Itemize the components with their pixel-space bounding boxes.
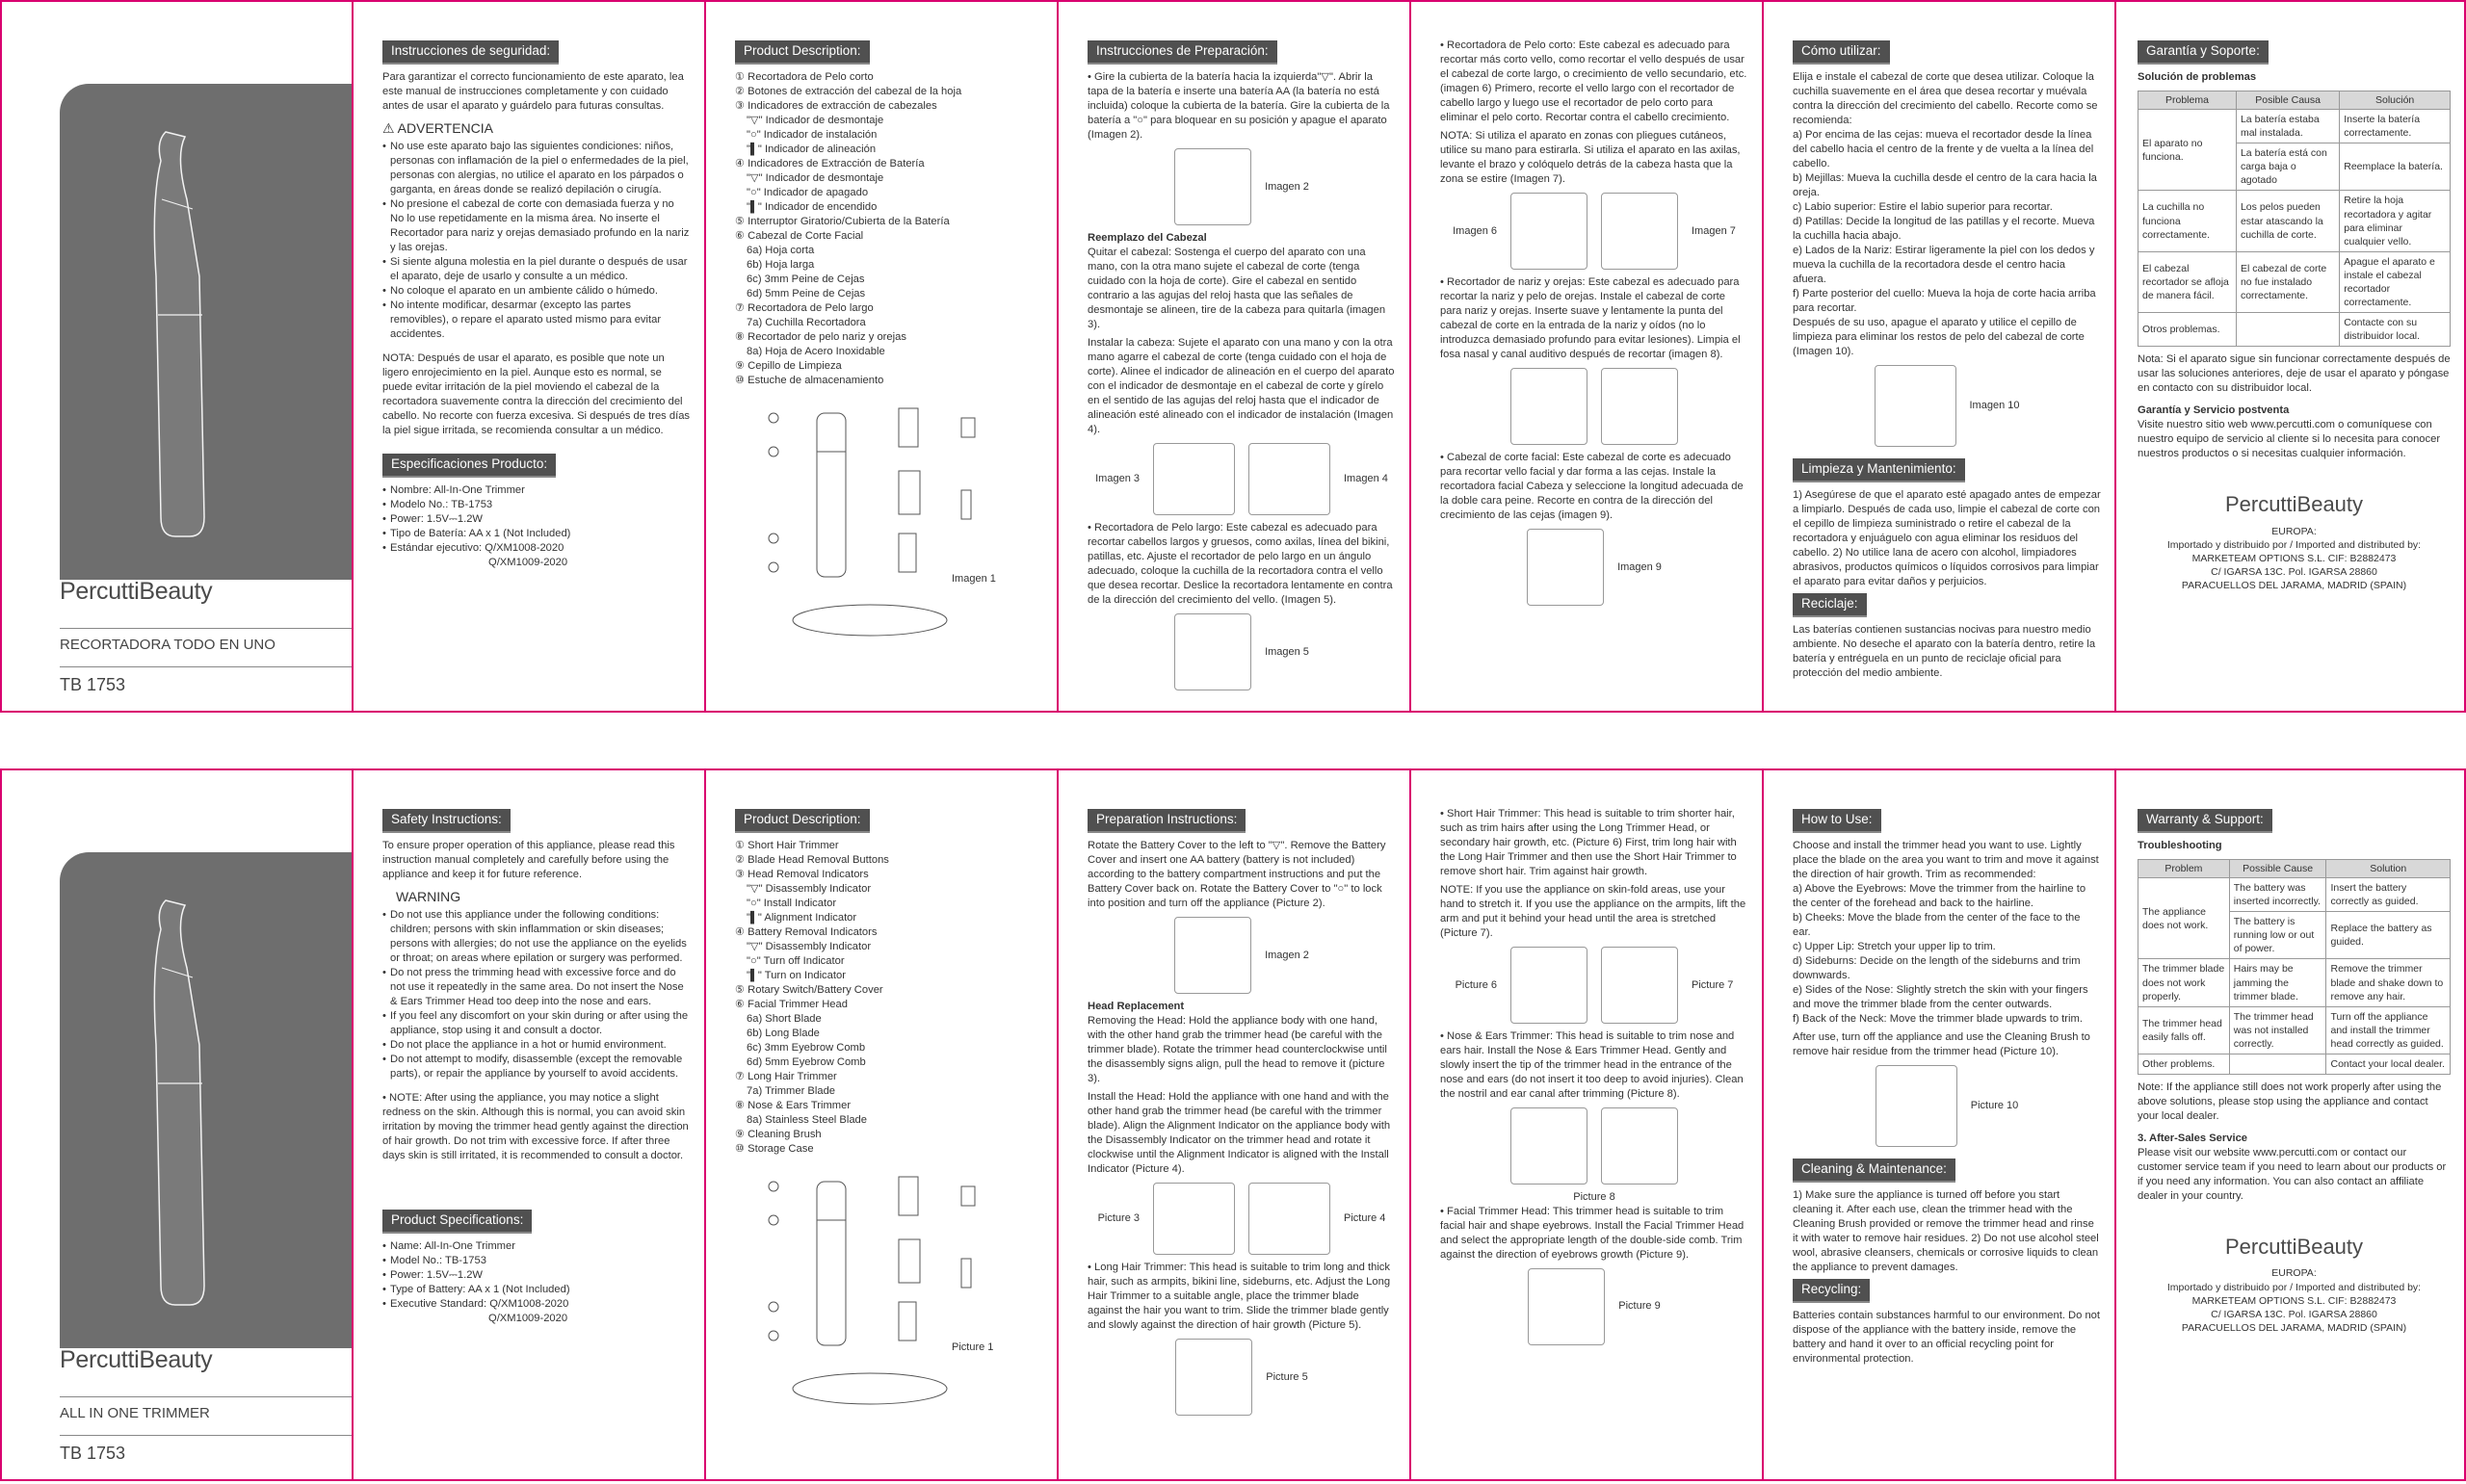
figure-label: Imagen 10 — [1969, 400, 2020, 412]
howto-step: e) Lados de la Nariz: Estirar ligeramente la piel con los dedos y mueva la cuchilla de la recortadora desde el centro hacia afuera. — [1793, 245, 2095, 286]
part-item: 7a) Cuchilla Recortadora — [747, 317, 866, 329]
table-cell: Reemplace la batería. — [2340, 143, 2451, 191]
part-item: 8a) Stainless Steel Blade — [747, 1114, 868, 1127]
safety-item: • If you feel any discomfort on your skin during or after using the appliance, stop using it and consult a doctor. — [382, 1009, 691, 1038]
table-cell: Inserte la batería correctamente. — [2340, 110, 2451, 143]
figure-label: Picture 4 — [1344, 1212, 1386, 1225]
nose-ear-text: • Recortador de nariz y orejas: Este cabezal es adecuado para recortar la nariz y pelo de orejas. Instale el cabezal de corte para nariz y orejas. Inserte suave y lentamente la punta del cabezal de corte en la entrada de la nariz y oídos (no lo introduzca demasiado profundo para evitar lesiones). Limpia el fosa nasal y canal auditivo después de recortar (imagen 8). — [1440, 276, 1741, 360]
table-cell: The trimmer head easily falls off. — [2138, 1006, 2230, 1054]
product-diagram — [735, 1162, 1043, 1422]
spec-item: • Model No.: TB-1753 — [382, 1254, 691, 1268]
head-replacement-heading: Reemplazo del Cabezal — [1088, 232, 1207, 245]
howto-intro: Choose and install the trimmer head you want to use. Lightly place the blade on the area you want to trim and move it against the direction of hair growth. Trim as recommended: — [1793, 840, 2099, 881]
picture-4-image — [1248, 443, 1330, 515]
warning-heading: ⚠ ADVERTENCIA — [382, 120, 493, 137]
warranty-panel — [2116, 770, 2464, 1479]
figure-label: Picture 7 — [1692, 978, 1734, 991]
troubleshooting-table — [2138, 91, 2451, 347]
description-panel — [706, 2, 1059, 711]
part-item: ⑥ Facial Trimmer Head — [735, 999, 848, 1011]
cover-subtitle: ALL IN ONE TRIMMER — [60, 1396, 354, 1421]
table-cell — [2229, 1054, 2326, 1074]
warranty-title: Warranty & Support: — [2138, 809, 2272, 833]
howto-step: f) Parte posterior del cuello: Mueva la hoja de corte hacia arriba para recortar. — [1793, 288, 2096, 315]
part-item: 8a) Hoja de Acero Inoxidable — [747, 346, 885, 358]
cleaning-title: Cleaning & Maintenance: — [1793, 1159, 1955, 1183]
figure-row — [1793, 1065, 2101, 1147]
part-item: "▌" Indicador de alineación — [747, 143, 877, 156]
figure-row — [1440, 193, 1748, 270]
howto-panel — [1764, 770, 2116, 1479]
table-cell: Contacte con su distribuidor local. — [2340, 312, 2451, 346]
brand-logo: PercuttiBeauty — [2224, 1234, 2364, 1259]
howto-after: After use, turn off the appliance and use the Cleaning Brush to remove hair residue from the trimmer head (Picture 10). — [1793, 1031, 2090, 1058]
cover-panel — [2, 770, 354, 1479]
howto-panel — [1764, 2, 2116, 711]
part-item: 6d) 5mm Eyebrow Comb — [747, 1056, 866, 1069]
picture-7-image — [1601, 193, 1678, 270]
figure-row — [1440, 1107, 1748, 1185]
part-item: "▌" Indicador de encendido — [747, 201, 878, 214]
howto-step: e) Sides of the Nose: Slightly stretch the skin with your fingers and move the trimmer blade from the center outwards. — [1793, 984, 2088, 1011]
service-text: Visite nuestro sitio web www.percutti.com o comuníquese con nuestro equipo de servicio al cliente si lo necesita para conocer nuestros productos o si necesitas cualquier información. — [2138, 419, 2441, 460]
picture-9-image — [1527, 529, 1604, 606]
figure-label: Picture 10 — [1970, 1100, 2019, 1112]
head-replacement-heading: Head Replacement — [1088, 1001, 1185, 1013]
spec-item: • Estándar ejecutivo: Q/XM1008-2020 — [382, 541, 691, 556]
cover-product-image — [60, 84, 354, 580]
table-cell: The appliance does not work. — [2138, 878, 2230, 959]
column-header: Problem — [2138, 860, 2230, 878]
picture-3-image — [1153, 443, 1235, 515]
column-header: Posible Causa — [2236, 91, 2339, 110]
figure-label: Picture 8 — [1573, 1191, 1615, 1203]
warning-heading: WARNING — [396, 889, 461, 905]
part-item: 6a) Hoja corta — [747, 245, 815, 257]
part-item: ② Blade Head Removal Buttons — [735, 854, 889, 867]
recycling-text: Batteries contain substances harmful to our environment. Do not dispose of the appliance with the battery inside, remove the battery and hand it over to an official recycling point for environmental protection. — [1793, 1310, 2101, 1366]
table-row — [2138, 1054, 2451, 1074]
skin-fold-note: NOTA: Si utiliza el aparato en zonas con pliegues cutáneos, utilice su mano para estirarla. Si utiliza el aparato en las axilas, levante el brazo y colóquelo detrás de la cabeza hasta que la zona se estire (Imagen 7). — [1440, 130, 1741, 185]
part-item: ⑥ Cabezal de Corte Facial — [735, 230, 864, 243]
nose-ear-text: • Nose & Ears Trimmer: This head is suitable to trim nose and ears hair. Install the Nose & Ears Trimmer Head. Gently and slowly insert the tip of the trimmer head in the entrance of the nose and ears (do not insert it too deep to avoid injuries). Clean the nostril and ear canal after trimming (Picture 8). — [1440, 1030, 1744, 1100]
product-diagram — [735, 394, 1043, 654]
part-item: 6b) Long Blade — [747, 1028, 820, 1040]
part-item: ⑤ Rotary Switch/Battery Cover — [735, 984, 883, 997]
part-item: "▽" Disassembly Indicator — [747, 941, 872, 953]
remove-head-text: Quitar el cabezal: Sostenga el cuerpo del aparato con una mano, con la otra mano sujete el cabezal de corte (tenga cuidado con la hoja de corte). Gire el cabezal en sentido contrario a las agujas del reloj hasta que las señales de desmontaje se alineen, tire de la cabeza para quitarla (imagen 3). — [1088, 247, 1386, 331]
table-cell: El cabezal recortador se afloja de manera fácil. — [2138, 251, 2237, 312]
safety-item: • Do not press the trimming head with excessive force and do not use it repeatedly in the same area. Do not insert the Nose & Ears Trimmer Head too deep into the nose and ears. — [382, 966, 691, 1009]
importer-region: EUROPA: — [2271, 525, 2317, 537]
usage-panel — [1411, 2, 1764, 711]
picture-3-image — [1153, 1183, 1235, 1255]
safety-title: Instrucciones de seguridad: — [382, 40, 559, 65]
table-cell: Retire la hoja recortadora y agitar para eliminar cualquier vello. — [2340, 191, 2451, 251]
part-item: ⑦ Long Hair Trimmer — [735, 1071, 837, 1083]
safety-list — [382, 908, 691, 1081]
part-item: "▽" Indicador de desmontaje — [747, 172, 884, 185]
picture-8a-image — [1510, 368, 1587, 445]
howto-step: b) Cheeks: Move the blade from the center of the face to the ear. — [1793, 912, 2081, 939]
safety-list — [382, 140, 691, 342]
howto-step: d) Patillas: Decide la longitud de las patillas y el recorte. Mueva la cuchilla hacia abajo. — [1793, 216, 2095, 243]
table-cell: El aparato no funciona. — [2138, 110, 2237, 191]
safety-item: • Do not attempt to modify, disassemble (except the removable parts), or repair the appliance by yourself to avoid accidents. — [382, 1053, 691, 1081]
manual-sheet-spanish — [0, 0, 2466, 713]
figure-row — [1440, 529, 1748, 606]
safety-item: • Si siente alguna molestia en la piel durante o después de usar el aparato, deje de usarlo y consulte a un médico. — [382, 255, 691, 284]
importer-address-1: C/ IGARSA 13C. Pol. IGARSA 28860 — [2211, 566, 2377, 579]
facial-trimmer-text: • Cabezal de corte facial: Este cabezal de corte es adecuado para recortar vello facial y dar forma a las cejas. Instale la recortadora facial Cabeza y seleccione la longitud adecuada de la doble cara peine. Recorte en contra de la dirección del crecimiento de las cejas (imagen 9). — [1440, 452, 1744, 521]
safety-note: • NOTE: After using the appliance, you may notice a slight redness on the skin. Although this is normal, you can avoid skin irritation by moving the trimmer head gently against the direction of hair growth. Do not trim with excessive force. If after three days skin is still irritated, it is recommended to consult a doctor. — [382, 1091, 689, 1161]
table-cell: Replace the battery as guided. — [2326, 912, 2451, 959]
prep-battery-text: Rotate the Battery Cover to the left to "▽". Remove the Battery Cover and insert one AA battery (battery is not included) according to the battery compartment instructions and put the Battery Cover back on. Rotate the Battery Cover to "○" to lock into position and turn off the appliance (Picture 2). — [1088, 840, 1386, 910]
figure-label: Imagen 3 — [1095, 473, 1140, 485]
safety-panel — [354, 2, 706, 711]
part-item: ① Short Hair Trimmer — [735, 840, 839, 852]
table-row — [2138, 191, 2451, 251]
table-header-row — [2138, 91, 2451, 110]
safety-item: • No intente modificar, desarmar (excepto las partes removibles), o repare el aparato usted mismo para evitar accidentes. — [382, 299, 691, 342]
prep-battery-text: • Gire la cubierta de la batería hacia la izquierda"▽". Abrir la tapa de la batería e inserte una batería AA (la batería no está incluida) coloque la cubierta de la batería. Gire la cubierta de la batería a "○" para bloquear en su posición y apague el aparato (Imagen 2). — [1088, 71, 1390, 142]
part-item: "▌" Alignment Indicator — [747, 912, 857, 924]
part-item: ⑦ Recortadora de Pelo largo — [735, 302, 874, 315]
troubleshooting-table — [2138, 859, 2451, 1075]
specs-title: Product Specifications: — [382, 1210, 532, 1234]
figure-label: Picture 5 — [1266, 1370, 1308, 1383]
table-cell: Contact your local dealer. — [2326, 1054, 2451, 1074]
warranty-note: Nota: Si el aparato sigue sin funcionar correctamente después de usar las soluciones anteriores, deje de usar el aparato y póngase en contacto con su distribuidor local. — [2138, 353, 2451, 395]
howto-after: Después de su uso, apague el aparato y utilice el cepillo de limpieza para eliminar los restos de pelo del cabezal de corte (Imagen 10). — [1793, 317, 2085, 358]
figure-label: Imagen 5 — [1265, 645, 1309, 658]
howto-step: a) Por encima de las cejas: mueva el recortador desde la línea del cabello hacia el centro de la frente y de vuelta a la línea del cabello. — [1793, 129, 2094, 170]
picture-6-image — [1510, 947, 1587, 1024]
table-cell: Apague el aparato e instale el cabezal recortador correctamente. — [2340, 251, 2451, 312]
howto-step: b) Mejillas: Mueva la cuchilla desde el centro de la cara hacia la oreja. — [1793, 172, 2097, 199]
table-row — [2138, 878, 2451, 912]
spec-extra: Q/XM1009-2020 — [488, 1312, 568, 1324]
part-item: ⑩ Storage Case — [735, 1143, 814, 1156]
safety-title: Safety Instructions: — [382, 809, 511, 833]
brand-logo: PercuttiBeauty — [2224, 492, 2364, 517]
part-item: "▽" Disassembly Indicator — [747, 883, 872, 896]
part-item: ④ Battery Removal Indicators — [735, 926, 878, 939]
howto-title: Cómo utilizar: — [1793, 40, 1890, 65]
part-item: "▌" Turn on Indicator — [747, 970, 846, 982]
spec-item: • Modelo No.: TB-1753 — [382, 498, 691, 512]
safety-panel — [354, 770, 706, 1479]
table-cell — [2236, 312, 2339, 346]
specs-list — [382, 1239, 691, 1312]
column-header: Problema — [2138, 91, 2237, 110]
preparation-panel — [1059, 770, 1411, 1479]
brand-logo: PercuttiBeauty — [60, 1346, 213, 1373]
service-title: 3. After-Sales Service — [2138, 1132, 2248, 1144]
importer-region: EUROPA: — [2271, 1267, 2317, 1280]
figure-row — [1088, 917, 1396, 994]
table-cell: Otros problemas. — [2138, 312, 2237, 346]
part-item: 6c) 3mm Eyebrow Comb — [747, 1042, 866, 1054]
figure-row — [1088, 1339, 1396, 1416]
remove-head-text: Removing the Head: Hold the appliance body with one hand, with the other hand grab the trimmer head (be careful with the trimmer blade). Rotate the trimmer head counterclockwise until the disassembly signs align, pull the head to remove it (picture 3). — [1088, 1015, 1387, 1085]
figure-label: Picture 6 — [1455, 978, 1497, 991]
figure-row — [1088, 443, 1396, 515]
troubleshooting-title: Solución de problemas — [2138, 71, 2257, 84]
figure-label: Imagen 2 — [1265, 180, 1309, 193]
table-cell: Other problems. — [2138, 1054, 2230, 1074]
specs-title: Especificaciones Producto: — [382, 454, 556, 478]
howto-step: c) Labio superior: Estire el labio superior para recortar. — [1793, 201, 2053, 214]
figure-label: Imagen 6 — [1453, 224, 1497, 237]
spec-item: • Power: 1.5V⎓1.2W — [382, 512, 691, 527]
figure-row — [1440, 947, 1748, 1024]
howto-step: f) Back of the Neck: Move the trimmer blade upwards to trim. — [1793, 1013, 2083, 1026]
picture-4-image — [1248, 1183, 1330, 1255]
install-head-text: Instalar la cabeza: Sujete el aparato con una mano y con la otra mano agarre el cabezal de corte (tenga cuidado con el hoja de corte). Alinee el indicador de alineación en el cuerpo del aparato con el indicador de desmontaje en el cabezal de corte y gírelo en el sentido de las agujas del reloj hasta que el indicador de alineación esté alineado con el indicador de instalación (Imagen 4). — [1088, 337, 1395, 436]
table-cell: La cuchilla no funciona correctamente. — [2138, 191, 2237, 251]
picture-8b-image — [1601, 368, 1678, 445]
parts-diagram-illustration — [735, 394, 1014, 654]
table-row — [2138, 959, 2451, 1006]
figure-label: Imagen 9 — [1617, 560, 1662, 573]
warranty-panel — [2116, 2, 2464, 711]
parts-diagram-illustration — [735, 1162, 1014, 1422]
part-item: ④ Indicadores de Extracción de Batería — [735, 158, 925, 170]
part-item: 6d) 5mm Peine de Cejas — [747, 288, 866, 300]
part-item: ⑨ Cleaning Brush — [735, 1129, 822, 1141]
long-trimmer-text: • Long Hair Trimmer: This head is suitable to trim long and thick hair, such as armpits, bikini line, sideburns, etc. Adjust the Long Hair Trimmer to a suitable angle, place the trimmer blade against the hair you want to trim. Slide the trimmer blade gently and slowly against the direction of hair growth (Picture 5). — [1088, 1262, 1391, 1332]
part-item: 6a) Short Blade — [747, 1013, 822, 1026]
warranty-title: Garantía y Soporte: — [2138, 40, 2269, 65]
recycling-title: Recycling: — [1793, 1279, 1870, 1303]
recycling-text: Las baterías contienen sustancias nocivas para nuestro medio ambiente. No deseche el aparato con la batería dentro, retire la batería y entréguela en un punto de reciclaje oficial para protección del medio ambiente. — [1793, 624, 2096, 680]
picture-2-image — [1174, 148, 1251, 225]
column-header: Solution — [2326, 860, 2451, 878]
preparation-title: Preparation Instructions: — [1088, 809, 1246, 833]
importer-address-2: PARACUELLOS DEL JARAMA, MADRID (SPAIN) — [2181, 580, 2407, 592]
howto-step: a) Above the Eyebrows: Move the trimmer from the hairline to the center of the forehead and back to the hairline. — [1793, 883, 2086, 910]
picture-6-image — [1510, 193, 1587, 270]
part-item: ⑧ Nose & Ears Trimmer — [735, 1100, 852, 1112]
cover-panel — [2, 2, 354, 711]
trimmer-illustration — [60, 852, 354, 1348]
part-item: ⑤ Interruptor Giratorio/Cubierta de la Batería — [735, 216, 950, 228]
spec-item: • Tipo de Batería: AA x 1 (Not Included) — [382, 527, 691, 541]
figure-label: Imagen 4 — [1344, 473, 1388, 485]
part-item: "○" Indicador de apagado — [747, 187, 869, 199]
part-item: "○" Indicador de instalación — [747, 129, 878, 142]
table-row — [2138, 312, 2451, 346]
picture-5-image — [1174, 613, 1251, 690]
facial-trimmer-text: • Facial Trimmer Head: This trimmer head is suitable to trim facial hair and shape eyebrows. Install the Facial Trimmer Head and select the appropriate length of the double-side comb. Trim against the direction of eyebrows growth (Picture 9). — [1440, 1205, 1745, 1261]
part-item: 6b) Hoja larga — [747, 259, 815, 272]
part-item: ② Botones de extracción del cabezal de la hoja — [735, 86, 962, 98]
part-item: ⑨ Cepillo de Limpieza — [735, 360, 842, 373]
short-trimmer-text: • Recortadora de Pelo corto: Este cabezal es adecuado para recortar más corto vello, como recortar el vello después de usar el cabezal de corte largo, o crecimiento de vello secundario, etc. (imagen 6) Primero, recorte el vello largo con el recortador de cabello largo y luego use el recortador de pelo corto para eliminar el pelo corto. Recortar contra el cabello crecimiento. — [1440, 39, 1747, 123]
picture-9-image — [1528, 1268, 1605, 1345]
part-item: ③ Indicadores de extracción de cabezales — [735, 100, 937, 113]
importer-company: MARKETEAM OPTIONS S.L. CIF: B2882473 — [2191, 552, 2397, 564]
table-cell: El cabezal de corte no fue instalado correctamente. — [2236, 251, 2339, 312]
part-item: "▽" Indicador de desmontaje — [747, 115, 884, 127]
spec-item: • Nombre: All-In-One Trimmer — [382, 483, 691, 498]
part-item: "○" Install Indicator — [747, 898, 837, 910]
table-cell: La batería está con carga baja o agotado — [2236, 143, 2339, 191]
preparation-title: Instrucciones de Preparación: — [1088, 40, 1277, 65]
spec-item: • Power: 1.5V⎓1.2W — [382, 1268, 691, 1283]
spec-item: • Executive Standard: Q/XM1008-2020 — [382, 1297, 691, 1312]
part-item: 6c) 3mm Peine de Cejas — [747, 273, 865, 286]
safety-intro: To ensure proper operation of this appliance, please read this instruction manual completely and carefully before using the appliance and keep it for future reference. — [382, 840, 675, 881]
troubleshooting-title: Troubleshooting — [2138, 840, 2222, 852]
service-text: Please visit our website www.percutti.com or contact our customer service team if you need to learn about our products or if you need any information. You can also contact an affiliate dealer in your country. — [2138, 1146, 2447, 1202]
cover-model: TB 1753 — [60, 666, 354, 695]
short-trimmer-text: • Short Hair Trimmer: This head is suitable to trim shorter hair, such as trim hairs after using the Long Trimmer Head, or secondary hair growth, etc. (Picture 6) First, trim long hair with the Long Hair Trimmer and then use the Short Hair Trimmer to remove short hair. Trim against hair growth. — [1440, 808, 1737, 877]
safety-item: • No presione el cabezal de corte con demasiada fuerza y no No lo use repetidamente en la misma área. No inserte el Recortador para nariz y orejas demasiado profundo en la nariz y las orejas. — [382, 197, 691, 255]
picture-10-image — [1876, 1065, 1957, 1147]
table-cell: Turn off the appliance and install the trimmer head correctly as guided. — [2326, 1006, 2451, 1054]
table-cell: The trimmer blade does not work properly. — [2138, 959, 2230, 1006]
part-item: ① Recortadora de Pelo corto — [735, 71, 874, 84]
figure-row — [1440, 368, 1748, 445]
figure-row — [1440, 1268, 1748, 1345]
figure-label: Picture 3 — [1097, 1212, 1140, 1225]
table-row — [2138, 251, 2451, 312]
importer-company: MARKETEAM OPTIONS S.L. CIF: B2882473 — [2191, 1294, 2397, 1307]
column-header: Possible Cause — [2229, 860, 2326, 878]
part-item: ⑧ Recortador de pelo nariz y orejas — [735, 331, 906, 344]
manual-sheet-english — [0, 768, 2466, 1481]
warranty-note: Note: If the appliance still does not work properly after using the above solutions, please stop using the appliance and contact your local dealer. — [2138, 1080, 2442, 1122]
safety-item: • No use este aparato bajo las siguientes condiciones: niños, personas con inflamación de la piel o enfermedades de la piel, personas con alergias, no utilice el aparato en los párpados o garganta, en áreas donde se realizó depilación o cirugía. — [382, 140, 691, 197]
table-row — [2138, 1006, 2451, 1054]
figure-row — [1793, 365, 2101, 447]
parts-list — [735, 70, 1043, 388]
long-trimmer-text: • Recortadora de Pelo largo: Este cabezal es adecuado para recortar cabellos largos y gruesos, como axilas, línea del bikini, patillas, etc. Ajuste el recortador de pelo largo en un ángulo adecuado, coloque la cuchilla de la recortadora contra el vello que desea recortar. Deslice la recortadora lentamente en contra de la dirección del crecimiento del vello. (Imagen 5). — [1088, 522, 1393, 607]
part-item: ③ Head Removal Indicators — [735, 869, 869, 881]
table-cell: Insert the battery correctly as guided. — [2326, 878, 2451, 912]
brand-logo: PercuttiBeauty — [60, 578, 213, 605]
cover-subtitle: RECORTADORA TODO EN UNO — [60, 628, 354, 653]
description-panel — [706, 770, 1059, 1479]
parts-list — [735, 839, 1043, 1157]
cleaning-text: 1) Make sure the appliance is turned off before you start cleaning it. After each use, clean the trimmer head with the Cleaning Brush provided or remove the trimmer head and rinse it with water to remove hair residues. 2) Do not use alcohol steel wool, abrasive cleansers, chemicals or corrosive liquids to clean the appliance to prevent damages. — [1793, 1189, 2099, 1274]
spec-item: • Type of Battery: AA x 1 (Not Included) — [382, 1283, 691, 1297]
table-cell: Hairs may be jamming the trimmer blade. — [2229, 959, 2326, 1006]
table-header-row — [2138, 860, 2451, 878]
safety-item: • No coloque el aparato en un ambiente cálido o húmedo. — [382, 284, 691, 299]
howto-title: How to Use: — [1793, 809, 1881, 833]
picture-8b-image — [1601, 1107, 1678, 1185]
figure-row — [1088, 1183, 1396, 1255]
cover-model: TB 1753 — [60, 1435, 354, 1464]
picture-8a-image — [1510, 1107, 1587, 1185]
skin-fold-note: NOTE: If you use the appliance on skin-fold areas, use your hand to stretch it. If you use the appliance on the armpits, lift the arm and put it behind your head until the area is stretched (Picture 7). — [1440, 884, 1746, 939]
safety-intro: Para garantizar el correcto funcionamiento de este aparato, lea este manual de instrucciones completamente y con cuidado antes de usar el aparato y guárdelo para futuras consultas. — [382, 71, 684, 113]
howto-step: d) Sideburns: Decide on the length of the sideburns and trim downwards. — [1793, 955, 2081, 982]
table-cell: The battery was inserted incorrectly. — [2229, 878, 2326, 912]
safety-item: • Do not use this appliance under the following conditions: children; persons with skin inflammation or skin diseases; persons with allergies; do not use the appliance on the eyelids or throat; on areas where epilation or surgery was performed. — [382, 908, 691, 966]
part-item: "○" Turn off Indicator — [747, 955, 845, 968]
part-item: ⑩ Estuche de almacenamiento — [735, 375, 884, 387]
picture-2-image — [1174, 917, 1251, 994]
safety-item: • Do not place the appliance in a hot or humid environment. — [382, 1038, 691, 1053]
howto-step: c) Upper Lip: Stretch your upper lip to trim. — [1793, 941, 1996, 953]
picture-10-image — [1875, 365, 1956, 447]
recycling-title: Reciclaje: — [1793, 593, 1867, 617]
cleaning-title: Limpieza y Mantenimiento: — [1793, 458, 1965, 482]
table-cell: Remove the trimmer blade and shake down to remove any hair. — [2326, 959, 2451, 1006]
importer-label: Importado y distribuido por / Imported and distributed by: — [2166, 1281, 2422, 1293]
trimmer-illustration — [60, 84, 354, 580]
cover-product-image — [60, 852, 354, 1348]
picture-7-image — [1601, 947, 1678, 1024]
safety-note: NOTA: Después de usar el aparato, es posible que note un ligero enrojecimiento en la piel. Aunque esto es normal, se puede evitar irritación de la piel moviendo el cabezal de la recortadora suavemente contra la dirección del crecimiento del cabello. No recorte con fuerza excesiva. Si después de tres días la piel sigue irritada, se recomienda consultar a un médico. — [382, 351, 691, 436]
spec-item: • Name: All-In-One Trimmer — [382, 1239, 691, 1254]
table-cell: Los pelos pueden estar atascando la cuchilla de corte. — [2236, 191, 2339, 251]
install-head-text: Install the Head: Hold the appliance with one hand and with the other hand grab the trimmer head (be careful with the trimmer blade). Align the Alignment Indicator on the appliance body with the Disassembly Indicator on the trimmer head and rotate it clockwise until the Alignment Indicator is aligned with the Install Indicator (Picture 4). — [1088, 1091, 1391, 1176]
figure-label: Picture 9 — [1618, 1300, 1661, 1313]
service-title: Garantía y Servicio postventa — [2138, 404, 2290, 417]
specs-list — [382, 483, 691, 556]
description-title: Product Description: — [735, 809, 870, 833]
table-cell: La batería estaba mal instalada. — [2236, 110, 2339, 143]
picture-5-image — [1175, 1339, 1252, 1416]
figure-row — [1088, 613, 1396, 690]
importer-address-1: C/ IGARSA 13C. Pol. IGARSA 28860 — [2211, 1308, 2377, 1320]
spec-extra: Q/XM1009-2020 — [488, 556, 568, 568]
figure-label: Picture 1 — [952, 1341, 994, 1354]
importer-address-2: PARACUELLOS DEL JARAMA, MADRID (SPAIN) — [2181, 1322, 2407, 1335]
cleaning-text: 1) Asegúrese de que el aparato esté apagado antes de empezar a limpiarlo. Después de cada uso, limpie el cabezal de corte con el cepillo de limpieza suministrado o retire el cabezal de la recortadora y enjuáguelo con agua eliminar los residuos del cabello. 2) No utilice lana de acero con alcohol, limpiadores abrasivos, productos químicos o líquidos corrosivos para limpiar el aparato para evitar daños y perjuicios. — [1793, 489, 2101, 588]
figure-row — [1088, 148, 1396, 225]
table-cell: The battery is running low or out of power. — [2229, 912, 2326, 959]
part-item: 7a) Trimmer Blade — [747, 1085, 836, 1098]
howto-intro: Elija e instale el cabezal de corte que desea utilizar. Coloque la cuchilla suavemente en el área que desea recortar y muévala contra la dirección del crecimiento del cabello. Recorte como se recomienda: — [1793, 71, 2098, 127]
table-cell: The trimmer head was not installed correctly. — [2229, 1006, 2326, 1054]
importer-label: Importado y distribuido por / Imported and distributed by: — [2166, 538, 2422, 551]
description-title: Product Description: — [735, 40, 870, 65]
figure-label: Imagen 7 — [1692, 224, 1736, 237]
figure-label: Imagen 2 — [1265, 949, 1309, 961]
column-header: Solución — [2340, 91, 2451, 110]
usage-panel — [1411, 770, 1764, 1479]
table-row — [2138, 110, 2451, 143]
preparation-panel — [1059, 2, 1411, 711]
figure-label: Imagen 1 — [952, 573, 996, 586]
